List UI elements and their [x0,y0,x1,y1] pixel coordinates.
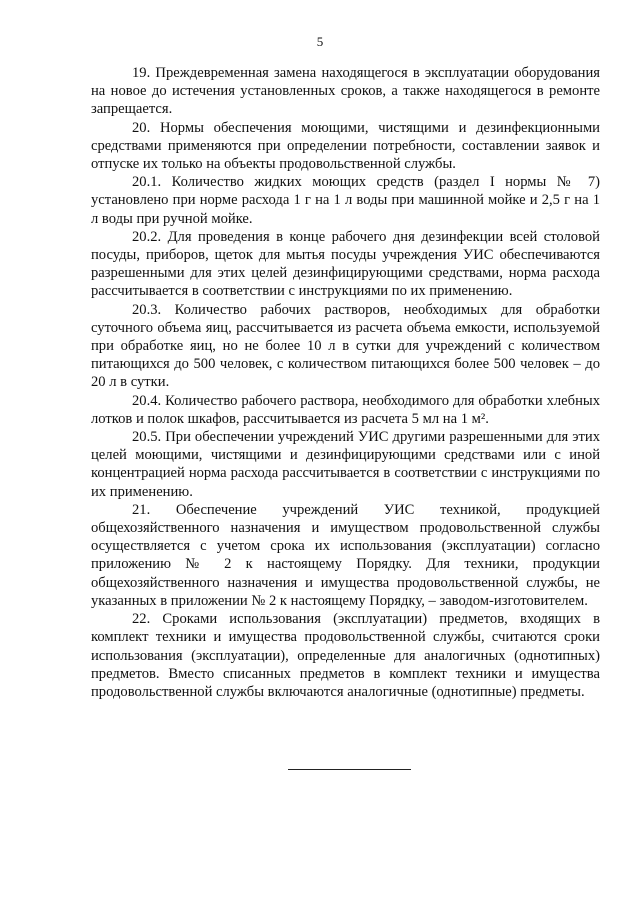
paragraph-20-5: 20.5. При обеспечении учреждений УИС другими разрешенными для этих целей моющими, чистящими и дезинфицирующими средствами или с иной концентрацией норма расхода рассчитывается в соответствии с инструкциями по их применению. [91,429,600,500]
closing-divider [288,769,411,770]
paragraph-19: 19. Преждевременная замена находящегося в эксплуатации оборудования на новое до истечения установленных сроков, а также находящегося в ремонте запрещается. [91,65,600,118]
paragraph-20-4: 20.4. Количество рабочего раствора, необходимого для обработки хлебных лотков и полок шкафов, рассчитывается из расчета 5 мл на 1 м². [91,392,600,427]
document-body [91,64,600,701]
paragraph-20-3: 20.3. Количество рабочих растворов, необходимых для обработки суточного объема яиц, рассчитывается из расчета объема емкости, используемой при обработке яиц, но не более 10 л в сутки для учреждений с количеством питающихся до 500 человек, с количеством питающихся более 500 человек – до 20 л в сутки. [91,301,600,391]
paragraph-20-2: 20.2. Для проведения в конце рабочего дня дезинфекции всей столовой посуды, приборов, щеток для мытья посуды учреждения УИС обеспечиваются разрешенными для этих целей дезинфицирующими средствами, норма расхода рассчитывается в соответствии с инструкциями по их применению. [91,228,600,300]
page-number: 5 [316,34,324,49]
paragraph-21: 21. Обеспечение учреждений УИС техникой, продукцией общехозяйственного назначения и имуществом продовольственной службы осуществляется с учетом срока их использования (эксплуатации) согласно приложению № 2 к настоящему Порядку. Для техники, продукции общехозяйственного назначения и имущества продовольственной службы, не указанных в приложении № 2 к настоящему Порядку, – заводом-изготовителем. [91,501,600,609]
paragraph-20: 20. Нормы обеспечения моющими, чистящими и дезинфекционными средствами применяются при определении потребности, составлении заявок и отпуске их только на объекты продовольственной службы. [91,119,600,173]
paragraph-20-1: 20.1. Количество жидких моющих средств (раздел I нормы № 7) установлено при норме расхода 1 г на 1 л воды при машинной мойке и 2,5 г на 1 л воды при ручной мойке. [91,174,600,227]
paragraph-22: 22. Сроками использования (эксплуатации) предметов, входящих в комплект техники и имущества продовольственной службы, считаются сроки использования (эксплуатации), определенные для аналогичных (однотипных) предметов. Вместо списанных предметов в комплект техники и имущества продовольственной службы включаются аналогичные (однотипные) предметы. [91,611,600,700]
